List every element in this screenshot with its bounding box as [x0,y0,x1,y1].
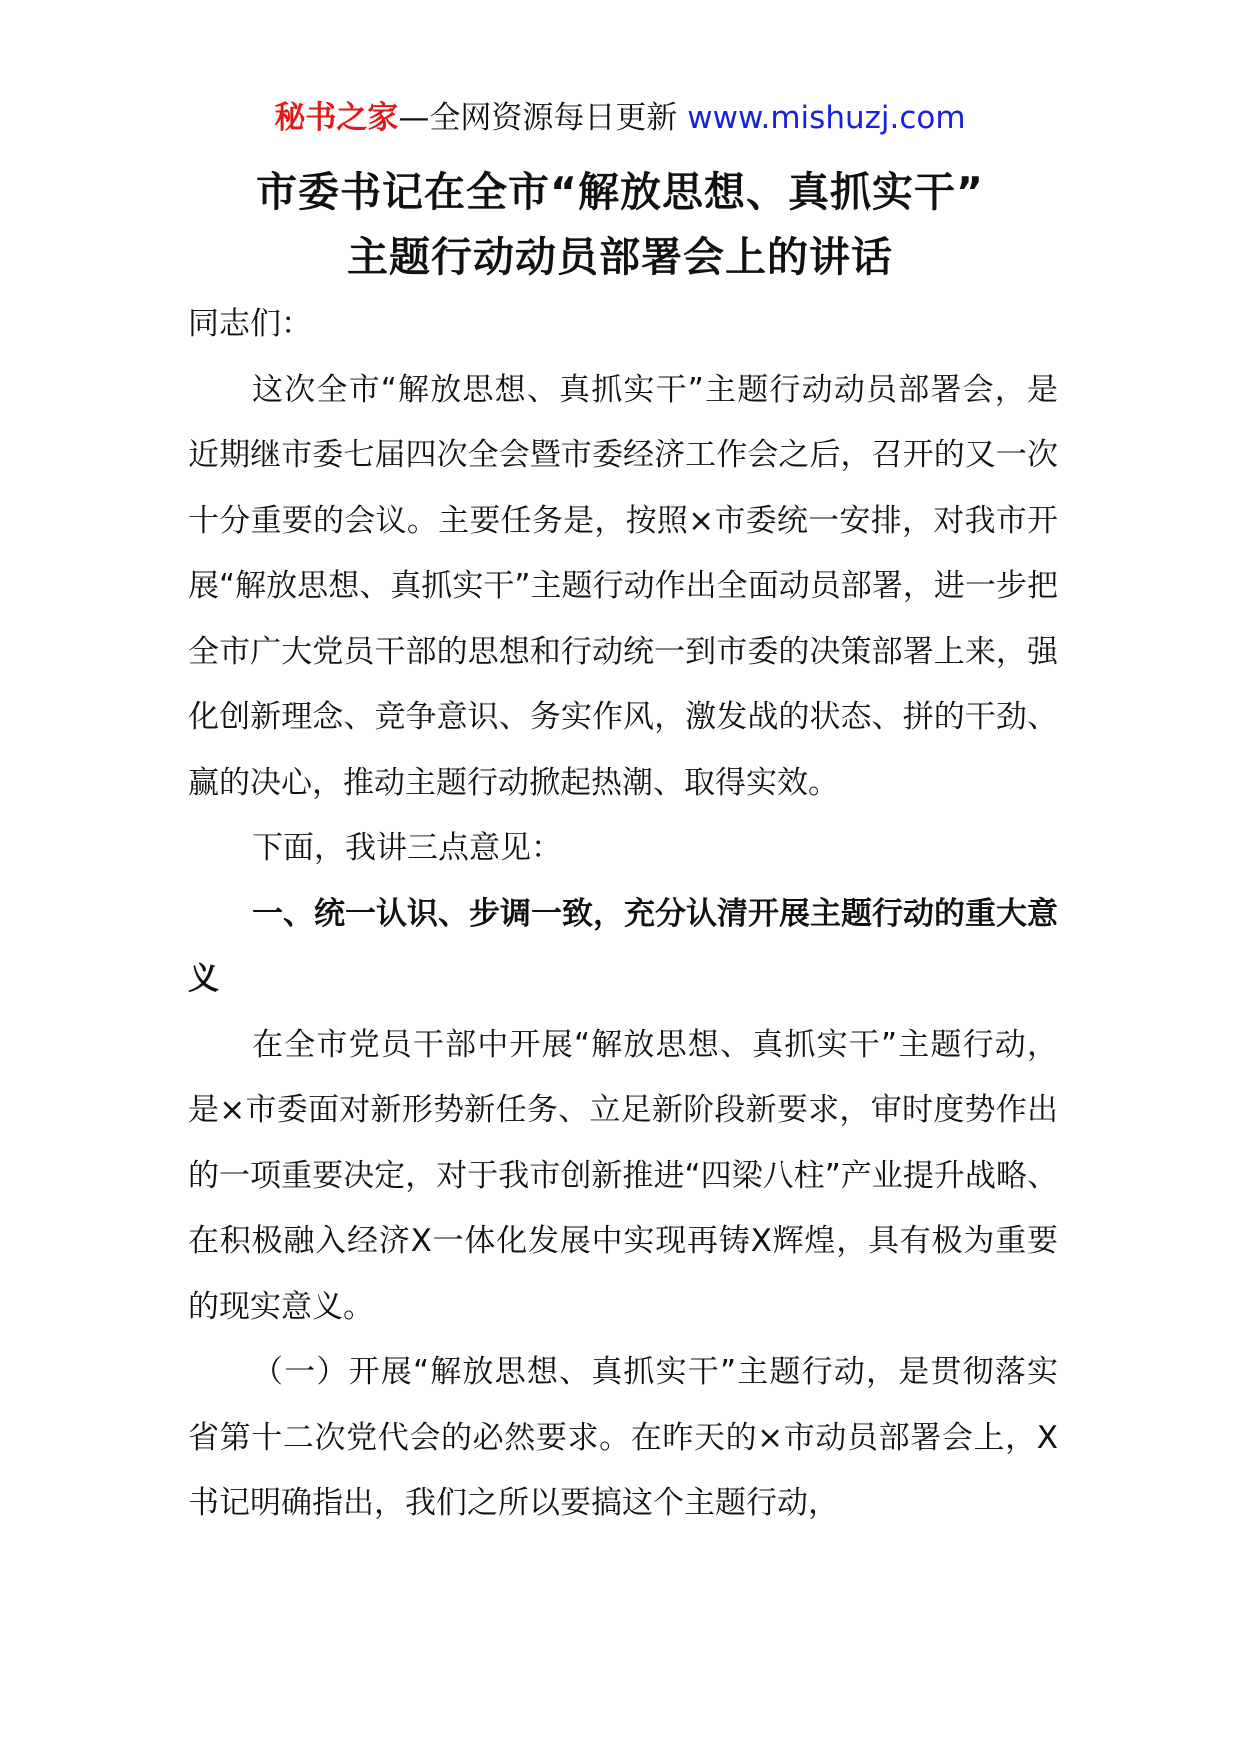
body-paragraph: （一）开展“解放思想、真抓实干”主题行动，是贯彻落实省第十二次党代会的必然要求。在昨天的×市动员部署会上，X书记明确指出，我们之所以要搞这个主题行动， [188,1354,1058,1521]
document-body [188,292,1058,1537]
site-url-link[interactable]: www.mishuzj.com [687,100,966,136]
banner-tagline: —全网资源每日更新 [398,100,678,136]
salutation: 同志们： [188,306,312,342]
body-paragraph: 这次全市“解放思想、真抓实干”主题行动动员部署会，是近期继市委七届四次全会暨市委经济工作会之后，召开的又一次十分重要的会议。主要任务是，按照×市委统一安排，对我市开展“解放思想、真抓实干”主题行动作出全面动员部署，进一步把全市广大党员干部的思想和行动统一到市委的决策部署上来，强化创新理念、竞争意识、务实作风，激发战的状态、拼的干劲、赢的决心，推动主题行动掀起热潮、取得实效。 [188,371,1058,801]
brand-name: 秘书之家 [274,100,399,136]
body-paragraph: 下面，我讲三点意见： [252,830,562,866]
body-paragraph: 在全市党员干部中开展“解放思想、真抓实干”主题行动，是×市委面对新形势新任务、立足新阶段新要求，审时度势作出的一项重要决定，对于我市创新推进“四梁八柱”产业提升战略、在积极融入经济X一体化发展中实现再铸X辉煌，具有极为重要的现实意义。 [188,1026,1058,1325]
document-title-line-1: 市委书记在全市“解放思想、真抓实干” [256,168,984,216]
section-heading: 一、统一认识、步调一致，充分认清开展主题行动的重大意义 [188,895,1058,997]
document-title-line-2: 主题行动动员部署会上的讲话 [347,233,893,281]
site-banner [0,98,1240,138]
